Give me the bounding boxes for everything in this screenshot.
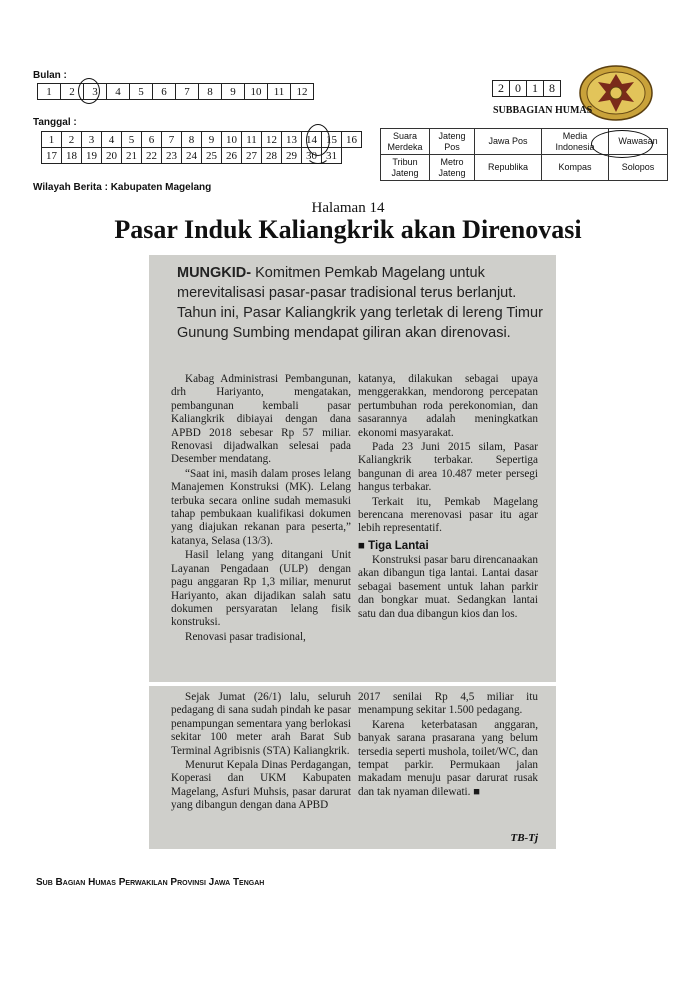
paragraph: “Saat ini, masih dalam proses lelang Manajemen Konstruksi (MK). Lelang terbuka secara online sudah memasuki tahap pembukaan kualifikasi dokumen yang diajukan rekanan para peserta,” katanya, Selasa (13/3). [171,467,351,547]
subheading: ■ Tiga Lantai [358,539,429,552]
day-cell: 26 [222,148,242,164]
month-cell: 4 [107,84,130,100]
month-cell: 9 [222,84,245,100]
lead-text: Komitmen Pemkab Magelang untuk merevitalisasi pasar-pasar tradisional terus berlanjut. Tahun ini, Pasar Kaliangkrik yang terletak di lereng Timur Gunung Sumbing mendapat giliran akan direnovasi. [177,265,543,341]
media-cell: Tribun Jateng [381,155,430,181]
paragraph: Renovasi pasar tradisional, [185,630,306,643]
day-cell: 25 [202,148,222,164]
column-3 [171,691,351,814]
day-cell: 2 [62,132,82,148]
paragraph: Pada 23 Juni 2015 silam, Pasar Kaliangkrik terbakar. Sepertiga bangunan di area 10.487 meter persegi hangus terbakar. [358,441,538,494]
day-cell: 8 [182,132,202,148]
selected-month-circle [78,78,100,104]
media-cell: Suara Merdeka [381,129,430,155]
paragraph: Konstruksi pasar baru direncanaakan akan dibangun tiga lantai. Lantai dasar sebagai basement untuk lahan parkir dan bongkar muat. Sedangkan lantai satu dan dua dibangun kios dan los. [358,553,538,620]
day-cell: 10 [222,132,242,148]
day-cell: 23 [162,148,182,164]
media-cell: Wawasan [609,129,668,155]
month-cell: 10 [245,84,268,100]
column-2 [358,373,538,622]
year-digit-cell: 2 [493,81,510,97]
paragraph: Hasil lelang yang ditangani Unit Layanan Pengadaan (ULP) dengan pagu anggaran Rp 1,3 miliar, menurut Hariyanto, akan dijadikan salah satu dokumen persyaratan lelang fisik konstruksi. [171,549,351,629]
day-cell: 18 [62,148,82,164]
day-cell: 9 [202,132,222,148]
lead-dateline: MUNGKID- [177,265,252,281]
day-cell: 14 [302,132,322,148]
day-cell: 27 [242,148,262,164]
news-clipping-bottom [149,686,556,849]
paragraph: Kabag Administrasi Pembangunan, drh Hariyanto, mengatakan, pembangunan kembali pasar Kaliangkrik dibiayai dengan dana APBD 2018 sebesar Rp 57 miliar. Renovasi dijadwalkan selesai pada Desember mendatang. [171,373,351,466]
day-cell: 28 [262,148,282,164]
month-cell: 5 [130,84,153,100]
year-digit-cell: 0 [510,81,527,97]
day-cell: 29 [282,148,302,164]
day-cell: 30 [302,148,322,164]
news-clipping-top [149,255,556,682]
paragraph: Terkait itu, Pemkab Magelang berencana merenovasi pasar itu agar lebih representatif. [358,495,538,535]
article-title: Pasar Induk Kaliangkrik akan Direnovasi [114,215,582,244]
month-cell: 11 [268,84,291,100]
month-cell: 7 [176,84,199,100]
page-number: Halaman 14 [311,200,385,216]
article-lead [177,263,545,343]
paragraph: Sejak Jumat (26/1) lalu, seluruh pedagang di sana sudah pindah ke pasar penampungan sementara yang berlokasi sekitar 100 meter arah Barat Sub Terminal Agribisnis (STA) Kaliangkrik. [171,691,351,757]
media-cell: Jateng Pos [430,129,475,155]
byline: TB-Tj [510,832,538,844]
paragraph: Menurut Kepala Dinas Perdagangan, Koperasi dan UKM Kabupaten Magelang, Asfuri Muhsis, pasar darurat yang dibangun dengan dana APBD [171,759,351,812]
day-cell: 12 [262,132,282,148]
day-cell: 15 [322,132,342,148]
column-1 [171,373,351,645]
media-cell: Solopos [609,155,668,181]
day-cell: 24 [182,148,202,164]
paragraph: Karena keterbatasan anggaran, banyak sarana prasarana yang belum tersedia seperti mushola, toilet/WC, dan tempat parkir. Permukaan jalan makadam menuju pasar darurat rusak dan tak nyaman dilewati. ■ [358,718,538,798]
day-cell: 7 [162,132,182,148]
day-cell: 3 [82,132,102,148]
day-cell: 5 [122,132,142,148]
paragraph: 2017 senilai Rp 4,5 miliar itu menampung sekitar 1.500 pedagang. [358,691,538,717]
month-cell: 1 [38,84,61,100]
media-cell: Jawa Pos [475,129,542,155]
day-cell: 17 [42,148,62,164]
paragraph: katanya, dilakukan sebagai upaya menggerakkan, mendorong percepatan pertumbuhan roda perekonomian, dan sasarannya adalah meningkatkan ekonomi masyarakat. [358,373,538,439]
year-digit-cell: 1 [527,81,544,97]
office-label: SUBBAGIAN HUMAS [493,105,593,116]
day-cell: 19 [82,148,102,164]
media-cell: Media Indonesia [542,129,609,155]
day-cell: 21 [122,148,142,164]
month-cell: 8 [199,84,222,100]
bulan-label: Bulan : [33,70,67,81]
month-cell: 12 [291,84,314,100]
day-cell: 31 [322,148,342,164]
day-cell: 16 [342,132,362,148]
selected-day-circle-tail [306,144,330,164]
column-4 [358,691,538,800]
year-box [492,80,561,97]
media-cell: Republika [475,155,542,181]
day-cell: 20 [102,148,122,164]
day-cell: 4 [102,132,122,148]
day-cell: 22 [142,148,162,164]
month-cell: 6 [153,84,176,100]
media-cell: Kompas [542,155,609,181]
media-cell: Metro Jateng [430,155,475,181]
day-cell: 13 [282,132,302,148]
selected-media-circle [591,130,653,158]
day-cell: 11 [242,132,262,148]
month-cell: 3 [84,84,107,100]
day-cell: 6 [142,132,162,148]
region-label: Wilayah Berita : Kabupaten Magelang [33,182,212,193]
month-cell: 2 [61,84,84,100]
footer-text: Sub Bagian Humas Perwakilan Provinsi Jawa Tengah [36,877,265,888]
year-digit-cell: 8 [544,81,561,97]
day-cell: 1 [42,132,62,148]
tanggal-label: Tanggal : [33,117,77,128]
